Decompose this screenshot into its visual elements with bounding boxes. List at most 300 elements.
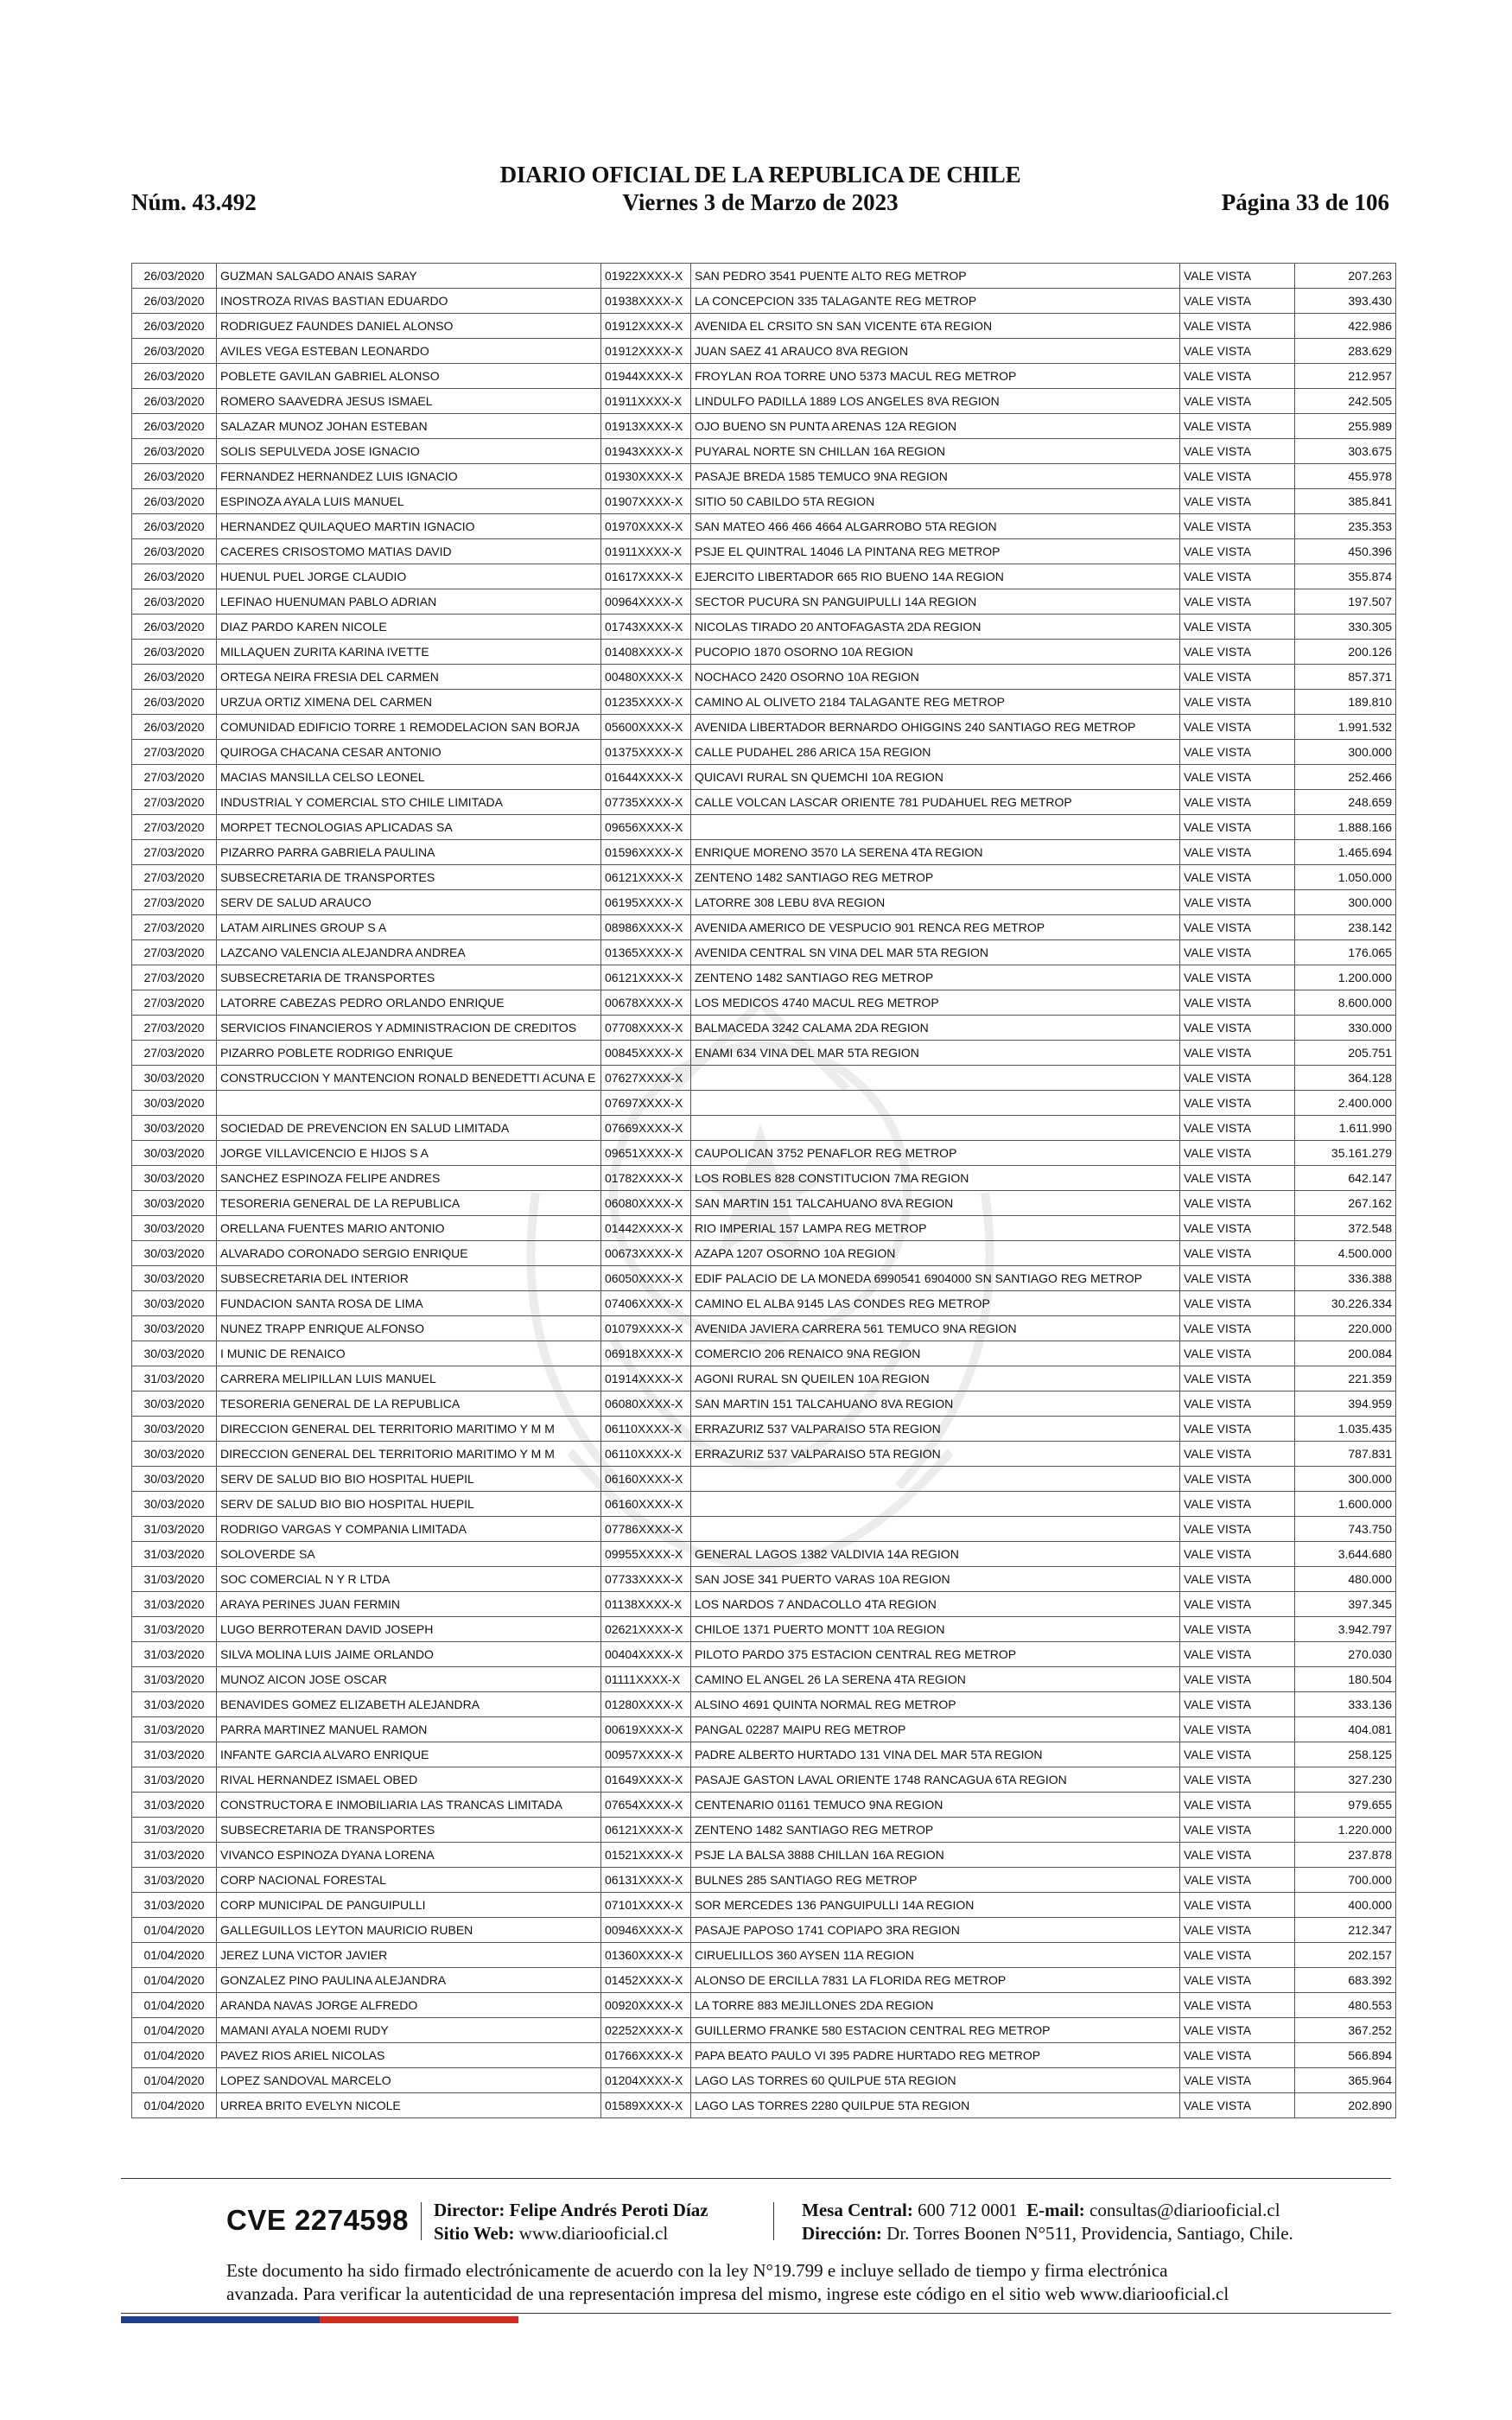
payment-date-cell: 26/03/2020 [132,414,217,439]
footer-contact-block [802,2199,1293,2245]
beneficiary-name-cell: ROMERO SAAVEDRA JESUS ISMAEL [217,389,601,414]
flag-blue-segment [121,2316,320,2323]
amount-cell: 364.128 [1295,1066,1396,1091]
address-cell: RIO IMPERIAL 157 LAMPA REG METROP [691,1216,1180,1241]
address-cell: AZAPA 1207 OSORNO 10A REGION [691,1241,1180,1266]
table-row [132,765,1396,790]
payment-date-cell: 27/03/2020 [132,965,217,990]
beneficiary-name-cell: ORTEGA NEIRA FRESIA DEL CARMEN [217,665,601,690]
rut-cell: 07708XXXX-X [601,1016,691,1041]
rut-cell: 01914XXXX-X [601,1366,691,1392]
footer-divider [421,2202,422,2240]
payment-type-cell: VALE VISTA [1180,1417,1295,1442]
rut-cell: 01452XXXX-X [601,1968,691,1993]
beneficiary-name-cell: MACIAS MANSILLA CELSO LEONEL [217,765,601,790]
beneficiary-name-cell: GUZMAN SALGADO ANAIS SARAY [217,264,601,289]
web-link[interactable]: www.diariooficial.cl [518,2223,669,2244]
rut-cell: 01649XXXX-X [601,1767,691,1793]
rut-cell: 06080XXXX-X [601,1191,691,1216]
amount-cell: 979.655 [1295,1793,1396,1818]
table-row [132,2068,1396,2093]
table-row [132,289,1396,314]
address-cell: PSJE EL QUINTRAL 14046 LA PINTANA REG METROP [691,539,1180,564]
amount-cell: 200.126 [1295,640,1396,665]
payment-date-cell: 26/03/2020 [132,339,217,364]
rut-cell: 01408XXXX-X [601,640,691,665]
payment-type-cell: VALE VISTA [1180,915,1295,940]
payment-type-cell: VALE VISTA [1180,1316,1295,1341]
amount-cell: 743.750 [1295,1517,1396,1542]
rut-cell: 02621XXXX-X [601,1617,691,1642]
amount-cell: 700.000 [1295,1868,1396,1893]
address-cell: CIRUELILLOS 360 AYSEN 11A REGION [691,1943,1180,1968]
amount-cell: 393.430 [1295,289,1396,314]
payment-type-cell: VALE VISTA [1180,1517,1295,1542]
rut-cell: 06110XXXX-X [601,1442,691,1467]
table-row [132,264,1396,289]
address-cell: PADRE ALBERTO HURTADO 131 VINA DEL MAR 5TA REGION [691,1742,1180,1767]
beneficiary-name-cell: TESORERIA GENERAL DE LA REPUBLICA [217,1392,601,1417]
table-row [132,1692,1396,1717]
table-row [132,1417,1396,1442]
table-row [132,740,1396,765]
payment-type-cell: VALE VISTA [1180,1767,1295,1793]
rut-cell: 00673XXXX-X [601,1241,691,1266]
rut-cell: 01375XXXX-X [601,740,691,765]
payment-type-cell: VALE VISTA [1180,1567,1295,1592]
payment-date-cell: 30/03/2020 [132,1341,217,1366]
payment-type-cell: VALE VISTA [1180,1793,1295,1818]
amount-cell: 248.659 [1295,790,1396,815]
payment-date-cell: 30/03/2020 [132,1492,217,1517]
amount-cell: 400.000 [1295,1893,1396,1918]
payment-date-cell: 30/03/2020 [132,1141,217,1166]
table-row [132,514,1396,539]
payment-date-cell: 01/04/2020 [132,2093,217,2118]
amount-cell: 300.000 [1295,1467,1396,1492]
table-row [132,1717,1396,1742]
amount-cell: 200.084 [1295,1341,1396,1366]
payment-date-cell: 26/03/2020 [132,364,217,389]
beneficiary-name-cell: CARRERA MELIPILLAN LUIS MANUEL [217,1366,601,1392]
payment-date-cell: 31/03/2020 [132,1717,217,1742]
rut-cell: 06050XXXX-X [601,1266,691,1291]
payment-date-cell: 31/03/2020 [132,1667,217,1692]
address-cell: SAN MATEO 466 466 4664 ALGARROBO 5TA REGION [691,514,1180,539]
payment-type-cell: VALE VISTA [1180,1692,1295,1717]
address-cell: BALMACEDA 3242 CALAMA 2DA REGION [691,1016,1180,1041]
rut-cell: 01360XXXX-X [601,1943,691,1968]
rut-cell: 07669XXXX-X [601,1116,691,1141]
payment-date-cell: 31/03/2020 [132,1642,217,1667]
email-label: E-mail: [1026,2200,1085,2220]
payment-date-cell: 30/03/2020 [132,1191,217,1216]
rut-cell: 00678XXXX-X [601,990,691,1016]
beneficiary-name-cell: ARANDA NAVAS JORGE ALFREDO [217,1993,601,2018]
beneficiary-name-cell: SUBSECRETARIA DE TRANSPORTES [217,965,601,990]
amount-cell: 642.147 [1295,1166,1396,1191]
beneficiary-name-cell: I MUNIC DE RENAICO [217,1341,601,1366]
table-row [132,364,1396,389]
payment-date-cell: 30/03/2020 [132,1166,217,1191]
table-row [132,990,1396,1016]
table-row [132,1767,1396,1793]
payment-type-cell: VALE VISTA [1180,1617,1295,1642]
rut-cell: 01138XXXX-X [601,1592,691,1617]
payment-type-cell: VALE VISTA [1180,1341,1295,1366]
payment-date-cell: 26/03/2020 [132,314,217,339]
table-row [132,1592,1396,1617]
table-row [132,1467,1396,1492]
beneficiary-name-cell: PARRA MARTINEZ MANUEL RAMON [217,1717,601,1742]
rut-cell: 05600XXXX-X [601,715,691,740]
payment-date-cell: 27/03/2020 [132,840,217,865]
payment-type-cell: VALE VISTA [1180,1868,1295,1893]
payment-date-cell: 26/03/2020 [132,715,217,740]
beneficiary-name-cell: SUBSECRETARIA DE TRANSPORTES [217,1818,601,1843]
payment-type-cell: VALE VISTA [1180,1542,1295,1567]
payment-date-cell: 27/03/2020 [132,1041,217,1066]
rut-cell: 01743XXXX-X [601,615,691,640]
beneficiary-name-cell: FUNDACION SANTA ROSA DE LIMA [217,1291,601,1316]
payment-type-cell: VALE VISTA [1180,1843,1295,1868]
beneficiary-name-cell: SUBSECRETARIA DE TRANSPORTES [217,865,601,890]
payment-date-cell: 30/03/2020 [132,1467,217,1492]
page-header [130,160,1391,220]
amount-cell: 857.371 [1295,665,1396,690]
rut-cell: 01912XXXX-X [601,339,691,364]
address-cell [691,1091,1180,1116]
address-cell: SITIO 50 CABILDO 5TA REGION [691,489,1180,514]
address-cell: QUICAVI RURAL SN QUEMCHI 10A REGION [691,765,1180,790]
address-cell: AVENIDA AMERICO DE VESPUCIO 901 RENCA REG METROP [691,915,1180,940]
rut-cell: 01521XXXX-X [601,1843,691,1868]
beneficiary-name-cell: RIVAL HERNANDEZ ISMAEL OBED [217,1767,601,1793]
address-cell: EDIF PALACIO DE LA MONEDA 6990541 6904000 SN SANTIAGO REG METROP [691,1266,1180,1291]
beneficiary-name-cell: SOLIS SEPULVEDA JOSE IGNACIO [217,439,601,464]
table-row [132,1918,1396,1943]
table-row [132,1191,1396,1216]
director-label: Director: [434,2200,505,2220]
address-cell: PILOTO PARDO 375 ESTACION CENTRAL REG METROP [691,1642,1180,1667]
beneficiary-name-cell: JEREZ LUNA VICTOR JAVIER [217,1943,601,1968]
payment-date-cell: 31/03/2020 [132,1542,217,1567]
address-cell: LA CONCEPCION 335 TALAGANTE REG METROP [691,289,1180,314]
payment-type-cell: VALE VISTA [1180,1667,1295,1692]
beneficiary-name-cell: LATAM AIRLINES GROUP S A [217,915,601,940]
payment-date-cell: 01/04/2020 [132,1968,217,1993]
payment-type-cell: VALE VISTA [1180,1066,1295,1091]
amount-cell: 1.035.435 [1295,1417,1396,1442]
payment-type-cell: VALE VISTA [1180,1918,1295,1943]
beneficiary-name-cell: QUIROGA CHACANA CESAR ANTONIO [217,740,601,765]
table-row [132,464,1396,489]
beneficiary-name-cell: BENAVIDES GOMEZ ELIZABETH ALEJANDRA [217,1692,601,1717]
payment-type-cell: VALE VISTA [1180,1166,1295,1191]
rut-cell: 01782XXXX-X [601,1166,691,1191]
payment-date-cell: 30/03/2020 [132,1241,217,1266]
payment-type-cell: VALE VISTA [1180,339,1295,364]
beneficiary-name-cell: PAVEZ RIOS ARIEL NICOLAS [217,2043,601,2068]
rut-cell: 01644XXXX-X [601,765,691,790]
amount-cell: 385.841 [1295,489,1396,514]
payment-type-cell: VALE VISTA [1180,539,1295,564]
beneficiary-name-cell: SERV DE SALUD ARAUCO [217,890,601,915]
table-row [132,1392,1396,1417]
payment-type-cell: VALE VISTA [1180,1392,1295,1417]
rut-cell: 01589XXXX-X [601,2093,691,2118]
table-row [132,1567,1396,1592]
rut-cell: 06131XXXX-X [601,1868,691,1893]
amount-cell: 237.878 [1295,1843,1396,1868]
rut-cell: 00957XXXX-X [601,1742,691,1767]
beneficiary-name-cell: INOSTROZA RIVAS BASTIAN EDUARDO [217,289,601,314]
address-cell [691,1116,1180,1141]
payment-type-cell: VALE VISTA [1180,1266,1295,1291]
footer-director-block [434,2199,708,2245]
table-row [132,1316,1396,1341]
beneficiary-name-cell [217,1091,601,1116]
rut-cell: 07101XXXX-X [601,1893,691,1918]
rut-cell: 06110XXXX-X [601,1417,691,1442]
rut-cell: 06918XXXX-X [601,1341,691,1366]
address-cell: SECTOR PUCURA SN PANGUIPULLI 14A REGION [691,589,1180,615]
rut-cell: 06121XXXX-X [601,1818,691,1843]
beneficiary-name-cell: TESORERIA GENERAL DE LA REPUBLICA [217,1191,601,1216]
payment-date-cell: 31/03/2020 [132,1617,217,1642]
amount-cell: 333.136 [1295,1692,1396,1717]
amount-cell: 787.831 [1295,1442,1396,1467]
payment-type-cell: VALE VISTA [1180,1642,1295,1667]
amount-cell: 1.220.000 [1295,1818,1396,1843]
table-row [132,1116,1396,1141]
flag-stripe [121,2316,518,2323]
rut-cell: 01235XXXX-X [601,690,691,715]
table-row [132,339,1396,364]
address-cell [691,1467,1180,1492]
amount-cell: 202.157 [1295,1943,1396,1968]
table-row [132,940,1396,965]
address-cell: FROYLAN ROA TORRE UNO 5373 MACUL REG METROP [691,364,1180,389]
payment-date-cell: 27/03/2020 [132,990,217,1016]
payment-date-cell: 30/03/2020 [132,1266,217,1291]
amount-cell: 212.957 [1295,364,1396,389]
payment-date-cell: 27/03/2020 [132,815,217,840]
beneficiary-name-cell: LEFINAO HUENUMAN PABLO ADRIAN [217,589,601,615]
address-cell: ERRAZURIZ 537 VALPARAISO 5TA REGION [691,1417,1180,1442]
rut-cell: 02252XXXX-X [601,2018,691,2043]
beneficiary-name-cell: LOPEZ SANDOVAL MARCELO [217,2068,601,2093]
rut-cell: 01912XXXX-X [601,314,691,339]
payment-date-cell: 30/03/2020 [132,1392,217,1417]
beneficiary-name-cell: CACERES CRISOSTOMO MATIAS DAVID [217,539,601,564]
payment-type-cell: VALE VISTA [1180,665,1295,690]
issue-number: Núm. 43.492 [131,189,257,215]
amount-cell: 566.894 [1295,2043,1396,2068]
amount-cell: 4.500.000 [1295,1241,1396,1266]
mesa-label: Mesa Central: [802,2200,913,2220]
beneficiary-name-cell: RODRIGO VARGAS Y COMPANIA LIMITADA [217,1517,601,1542]
payment-type-cell: VALE VISTA [1180,1742,1295,1767]
payment-type-cell: VALE VISTA [1180,890,1295,915]
amount-cell: 1.050.000 [1295,865,1396,890]
address-value: Dr. Torres Boonen N°511, Providencia, Santiago, Chile. [886,2223,1293,2244]
beneficiary-name-cell: CONSTRUCCION Y MANTENCION RONALD BENEDETTI ACUNA E [217,1066,601,1091]
payment-type-cell: VALE VISTA [1180,289,1295,314]
payments-table-body [132,264,1396,2118]
address-cell: CAMINO EL ALBA 9145 LAS CONDES REG METROP [691,1291,1180,1316]
address-cell: PAPA BEATO PAULO VI 395 PADRE HURTADO REG METROP [691,2043,1180,2068]
table-row [132,815,1396,840]
address-cell: CENTENARIO 01161 TEMUCO 9NA REGION [691,1793,1180,1818]
rut-cell: 06080XXXX-X [601,1392,691,1417]
payment-type-cell: VALE VISTA [1180,640,1295,665]
payment-date-cell: 31/03/2020 [132,1692,217,1717]
address-cell: PASAJE GASTON LAVAL ORIENTE 1748 RANCAGUA 6TA REGION [691,1767,1180,1793]
footer-divider [773,2202,774,2240]
address-cell: GENERAL LAGOS 1382 VALDIVIA 14A REGION [691,1542,1180,1567]
rut-cell: 01111XXXX-X [601,1667,691,1692]
payment-type-cell: VALE VISTA [1180,1492,1295,1517]
mesa-phone: 600 712 0001 [918,2200,1018,2220]
address-cell: LAGO LAS TORRES 2280 QUILPUE 5TA REGION [691,2093,1180,2118]
legal-notice [226,2259,1350,2306]
address-cell [691,815,1180,840]
amount-cell: 372.548 [1295,1216,1396,1241]
payment-date-cell: 27/03/2020 [132,765,217,790]
table-row [132,1216,1396,1241]
payment-date-cell: 26/03/2020 [132,539,217,564]
payment-type-cell: VALE VISTA [1180,2018,1295,2043]
amount-cell: 207.263 [1295,264,1396,289]
table-row [132,1868,1396,1893]
amount-cell: 480.553 [1295,1993,1396,2018]
table-row [132,1366,1396,1392]
rut-cell: 01970XXXX-X [601,514,691,539]
payment-type-cell: VALE VISTA [1180,564,1295,589]
amount-cell: 1.611.990 [1295,1116,1396,1141]
amount-cell: 283.629 [1295,339,1396,364]
beneficiary-name-cell: SOLOVERDE SA [217,1542,601,1567]
table-row [132,389,1396,414]
rut-cell: 09651XXXX-X [601,1141,691,1166]
rut-cell: 07406XXXX-X [601,1291,691,1316]
beneficiary-name-cell: LUGO BERROTERAN DAVID JOSEPH [217,1617,601,1642]
payment-type-cell: VALE VISTA [1180,439,1295,464]
rut-cell: 01930XXXX-X [601,464,691,489]
address-cell: ALONSO DE ERCILLA 7831 LA FLORIDA REG METROP [691,1968,1180,1993]
payment-type-cell: VALE VISTA [1180,2068,1295,2093]
address-cell: ALSINO 4691 QUINTA NORMAL REG METROP [691,1692,1180,1717]
table-row [132,1517,1396,1542]
beneficiary-name-cell: URZUA ORTIZ XIMENA DEL CARMEN [217,690,601,715]
payment-date-cell: 27/03/2020 [132,890,217,915]
payment-date-cell: 31/03/2020 [132,1366,217,1392]
address-cell: PASAJE PAPOSO 1741 COPIAPO 3RA REGION [691,1918,1180,1943]
rut-cell: 00845XXXX-X [601,1041,691,1066]
amount-cell: 300.000 [1295,890,1396,915]
address-cell: PUCOPIO 1870 OSORNO 10A REGION [691,640,1180,665]
table-row [132,890,1396,915]
table-row [132,790,1396,815]
table-row [132,665,1396,690]
rut-cell: 01907XXXX-X [601,489,691,514]
address-cell: AVENIDA LIBERTADOR BERNARDO OHIGGINS 240 SANTIAGO REG METROP [691,715,1180,740]
amount-cell: 258.125 [1295,1742,1396,1767]
rut-cell: 06121XXXX-X [601,865,691,890]
address-cell: CALLE PUDAHEL 286 ARICA 15A REGION [691,740,1180,765]
payment-type-cell: VALE VISTA [1180,965,1295,990]
beneficiary-name-cell: LATORRE CABEZAS PEDRO ORLANDO ENRIQUE [217,990,601,1016]
cve-code: CVE 2274598 [226,2204,409,2236]
amount-cell: 1.888.166 [1295,815,1396,840]
amount-cell: 330.305 [1295,615,1396,640]
payment-date-cell: 31/03/2020 [132,1793,217,1818]
payment-date-cell: 30/03/2020 [132,1316,217,1341]
payment-type-cell: VALE VISTA [1180,264,1295,289]
table-row [132,1893,1396,1918]
payment-type-cell: VALE VISTA [1180,1968,1295,1993]
amount-cell: 255.989 [1295,414,1396,439]
beneficiary-name-cell: INDUSTRIAL Y COMERCIAL STO CHILE LIMITADA [217,790,601,815]
amount-cell: 176.065 [1295,940,1396,965]
table-row [132,1266,1396,1291]
address-cell: ERRAZURIZ 537 VALPARAISO 5TA REGION [691,1442,1180,1467]
payment-type-cell: VALE VISTA [1180,389,1295,414]
address-cell: AVENIDA CENTRAL SN VINA DEL MAR 5TA REGION [691,940,1180,965]
table-row [132,2018,1396,2043]
beneficiary-name-cell: HERNANDEZ QUILAQUEO MARTIN IGNACIO [217,514,601,539]
payment-date-cell: 31/03/2020 [132,1567,217,1592]
beneficiary-name-cell: INFANTE GARCIA ALVARO ENRIQUE [217,1742,601,1767]
table-row [132,564,1396,589]
beneficiary-name-cell: MUNOZ AICON JOSE OSCAR [217,1667,601,1692]
payment-date-cell: 31/03/2020 [132,1767,217,1793]
payment-date-cell: 30/03/2020 [132,1116,217,1141]
table-row [132,1943,1396,1968]
address-cell: BULNES 285 SANTIAGO REG METROP [691,1868,1180,1893]
beneficiary-name-cell: NUNEZ TRAPP ENRIQUE ALFONSO [217,1316,601,1341]
beneficiary-name-cell: SERV DE SALUD BIO BIO HOSPITAL HUEPIL [217,1492,601,1517]
payment-date-cell: 30/03/2020 [132,1216,217,1241]
email-link[interactable]: consultas@diariooficial.cl [1090,2200,1280,2220]
amount-cell: 252.466 [1295,765,1396,790]
beneficiary-name-cell: ALVARADO CORONADO SERGIO ENRIQUE [217,1241,601,1266]
table-row [132,1667,1396,1692]
payment-type-cell: VALE VISTA [1180,790,1295,815]
table-row [132,439,1396,464]
payments-table [131,263,1396,2118]
payment-type-cell: VALE VISTA [1180,940,1295,965]
table-row [132,1041,1396,1066]
beneficiary-name-cell: PIZARRO POBLETE RODRIGO ENRIQUE [217,1041,601,1066]
payment-type-cell: VALE VISTA [1180,2093,1295,2118]
amount-cell: 327.230 [1295,1767,1396,1793]
payment-type-cell: VALE VISTA [1180,1041,1295,1066]
payment-date-cell: 26/03/2020 [132,389,217,414]
payment-type-cell: VALE VISTA [1180,1016,1295,1041]
beneficiary-name-cell: CORP NACIONAL FORESTAL [217,1868,601,1893]
director-name: Felipe Andrés Peroti Díaz [509,2200,708,2220]
amount-cell: 336.388 [1295,1266,1396,1291]
rut-cell: 08986XXXX-X [601,915,691,940]
address-cell: LA TORRE 883 MEJILLONES 2DA REGION [691,1993,1180,2018]
rut-cell: 01922XXXX-X [601,264,691,289]
table-row [132,865,1396,890]
rut-cell: 01766XXXX-X [601,2043,691,2068]
table-row [132,314,1396,339]
address-cell [691,1492,1180,1517]
